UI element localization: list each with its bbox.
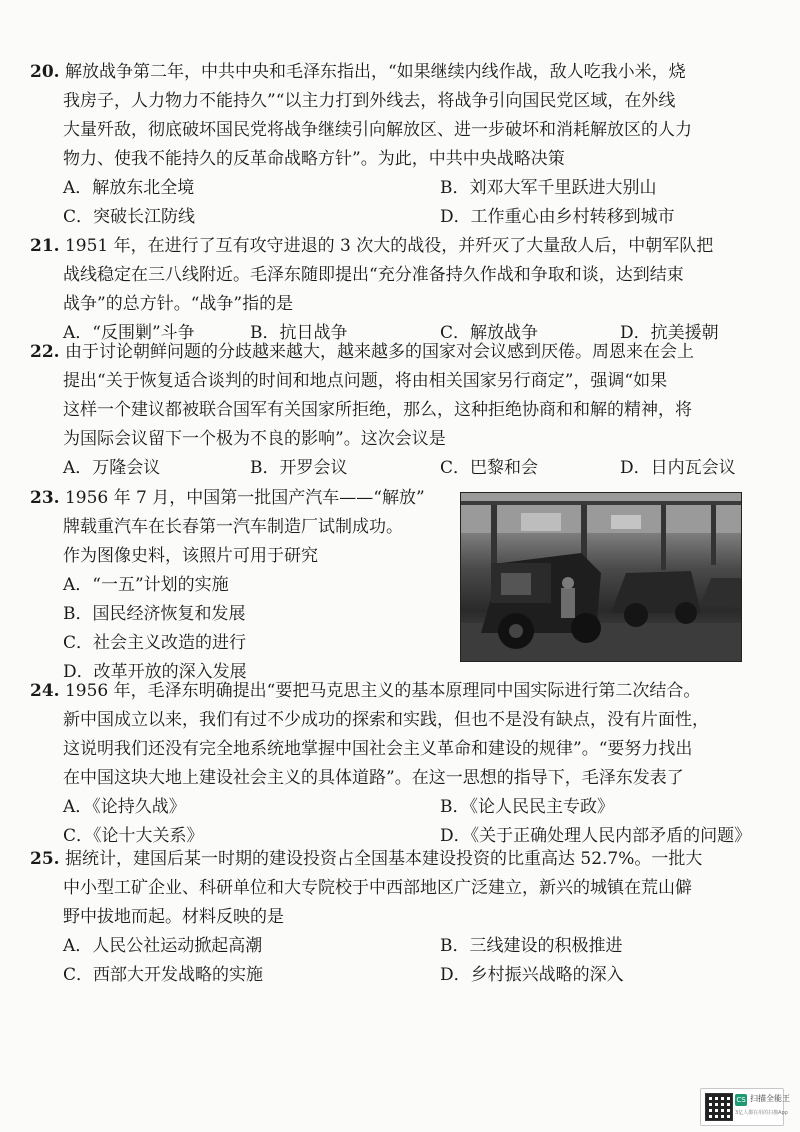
option-a[interactable]: A．“反围剿”斗争 [63, 323, 195, 343]
options-row [30, 203, 770, 232]
question-text-line: 战争”的总方针。“战争”指的是 [63, 294, 294, 314]
question-20 [30, 58, 770, 232]
option-b[interactable]: B．《论人民民主专政》 [440, 797, 614, 817]
question-text-line: 这说明我们还没有完全地系统地掌握中国社会主义革命和建设的规律”。“要努力找出 [63, 739, 693, 759]
question-text-line: 由于讨论朝鲜问题的分歧越来越大，越来越多的国家对会议感到厌倦。周恩来在会上 [64, 342, 694, 362]
option-d[interactable]: D．工作重心由乡村转移到城市 [440, 207, 675, 227]
question-number: 21. [30, 236, 60, 256]
question-text-line: 1956 年，毛泽东明确提出“要把马克思主义的基本原理同中国实际进行第二次结合。 [64, 681, 701, 701]
option-a[interactable]: A．《论持久战》 [63, 797, 186, 817]
question-text-line: 这样一个建议都被联合国军有关国家所拒绝，那么，这种拒绝协商和和解的精神，将 [63, 400, 692, 420]
question-text-line: 提出“关于恢复适合谈判的时间和地点问题，将由相关国家另行商定”，强调“如果 [63, 371, 668, 391]
question-text-line: 中小型工矿企业、科研单位和大专院校于中西部地区广泛建立，新兴的城镇在荒山僻 [63, 878, 692, 898]
option-b[interactable]: B．抗日战争 [250, 323, 348, 343]
option-b[interactable]: B．三线建设的积极推进 [440, 936, 623, 956]
option-a[interactable]: A．“一五”计划的实施 [63, 575, 229, 595]
question-number: 22. [30, 342, 60, 362]
question-text-line: 解放战争第二年，中共中央和毛泽东指出，“如果继续内线作战，敌人吃我小米，烧 [64, 62, 686, 82]
option-b[interactable]: B．刘邓大军千里跃进大别山 [440, 178, 657, 198]
option-b[interactable]: B．国民经济恢复和发展 [63, 604, 246, 624]
question-text-line: 物力、使我不能持久的反革命战略方针”。为此，中共中央战略决策 [63, 149, 565, 169]
option-a[interactable]: A．人民公社运动掀起高潮 [63, 936, 263, 956]
option-c[interactable]: C．解放战争 [440, 323, 539, 343]
option-d[interactable]: D．乡村振兴战略的深入 [440, 965, 624, 985]
option-c[interactable]: C．社会主义改造的进行 [63, 633, 247, 653]
scanner-app-subtitle: 3亿人都在用的扫描App [735, 1110, 788, 1116]
question-24 [30, 677, 770, 851]
question-text-line: 战线稳定在三八线附近。毛泽东随即提出“充分准备持久作战和争取和谈，达到结束 [63, 265, 684, 285]
scanner-app-name: 扫描全能王 [750, 1094, 790, 1103]
option-c[interactable]: C．《论十大关系》 [63, 826, 204, 846]
question-text-line: 据统计，建国后某一时期的建设投资占全国基本建设投资的比重高达 52.7%。一批大 [64, 849, 703, 869]
question-text-line: 我房子，人力物力不能持久”“以主力打到外线去，将战争引向国民党区域，在外线 [63, 91, 676, 111]
scanner-watermark [700, 1088, 790, 1126]
question-text-line: 大量歼敌，彻底破坏国民党将战争继续引向解放区、进一步破坏和消耗解放区的人力 [63, 120, 692, 140]
options-row [30, 174, 770, 203]
question-number: 23. [30, 488, 60, 508]
qr-code-icon [705, 1093, 733, 1121]
option-b[interactable]: B．开罗会议 [250, 458, 348, 478]
question-number: 24. [30, 681, 60, 701]
question-text-line: 1951 年，在进行了互有攻守进退的 3 次大的战役，并歼灭了大量敌人后，中朝军队把 [64, 236, 714, 256]
question-25 [30, 845, 770, 990]
options-row [30, 932, 770, 961]
question-text-line: 牌载重汽车在长春第一汽车制造厂试制成功。 [63, 517, 403, 537]
question-22 [30, 338, 770, 483]
question-text-line: 作为图像史料，该照片可用于研究 [63, 546, 318, 566]
question-number: 20. [30, 62, 60, 82]
option-a[interactable]: A．解放东北全境 [63, 178, 195, 198]
question-21 [30, 232, 770, 348]
option-a[interactable]: A．万隆会议 [63, 458, 161, 478]
option-d[interactable]: D．日内瓦会议 [620, 458, 736, 478]
option-d[interactable]: D．抗美援朝 [620, 323, 719, 343]
truck-factory-photo [460, 492, 742, 662]
option-c[interactable]: C．西部大开发战略的实施 [63, 965, 264, 985]
option-c[interactable]: C．巴黎和会 [440, 458, 539, 478]
option-c[interactable]: C．突破长江防线 [63, 207, 196, 227]
options-row [30, 793, 770, 822]
question-number: 25. [30, 849, 60, 869]
camscanner-logo-icon: CS [736, 1096, 746, 1104]
options-row [30, 454, 770, 483]
option-d[interactable]: D．《关于正确处理人民内部矛盾的问题》 [440, 826, 752, 846]
question-text-line: 在中国这块大地上建设社会主义的具体道路”。在这一思想的指导下，毛泽东发表了 [63, 768, 684, 788]
question-text-line: 新中国成立以来，我们有过不少成功的探索和实践，但也不是没有缺点，没有片面性， [63, 710, 709, 730]
question-text-line: 野中拔地而起。材料反映的是 [63, 907, 284, 927]
options-row [30, 961, 770, 990]
question-text-line: 为国际会议留下一个极为不良的影响”。这次会议是 [63, 429, 446, 449]
question-text-line: 1956 年 7 月，中国第一批国产汽车——“解放” [64, 488, 425, 508]
option-d[interactable]: D．改革开放的深入发展 [63, 662, 247, 682]
